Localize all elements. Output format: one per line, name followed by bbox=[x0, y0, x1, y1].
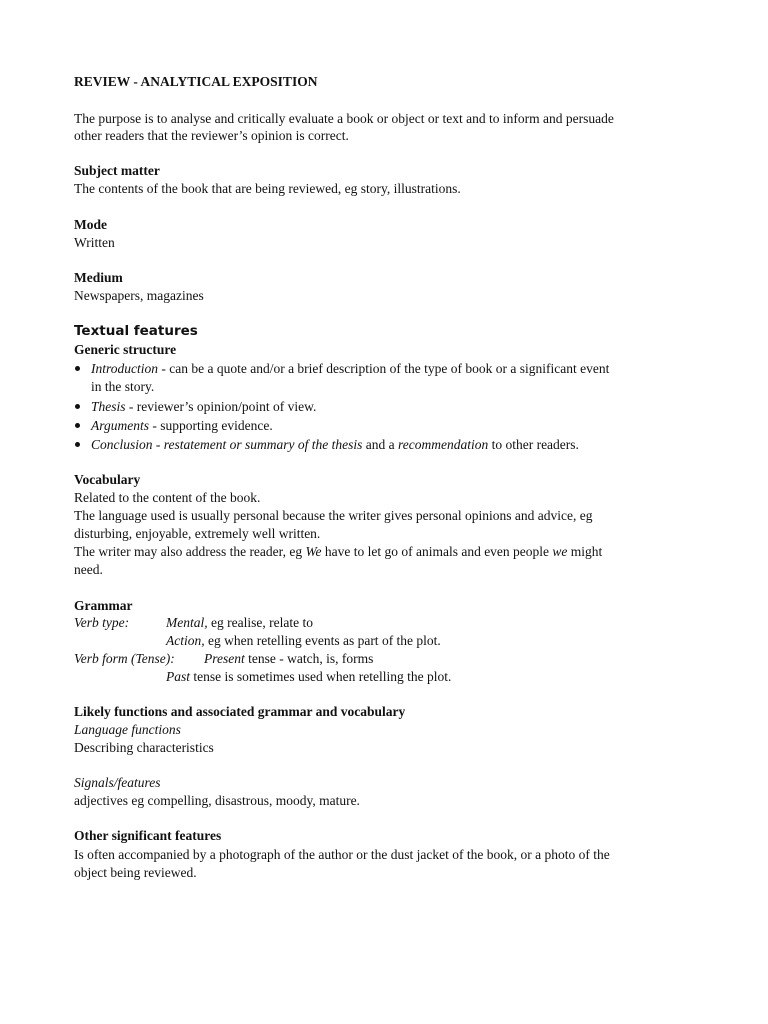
grammar-term: Action, bbox=[166, 633, 205, 648]
bullet-text-2: to other readers. bbox=[488, 437, 579, 452]
other-features-line-1: Is often accompanied by a photograph of the author or the dust jacket of the book, or a photo of the bbox=[74, 847, 610, 862]
verb-form-label: Verb form (Tense): bbox=[74, 651, 175, 666]
bullet-introduction bbox=[91, 360, 609, 378]
bullet-conclusion bbox=[91, 436, 579, 454]
grammar-heading: Grammar bbox=[74, 598, 133, 613]
vocab-italic-we: we bbox=[552, 544, 568, 559]
subject-matter-heading: Subject matter bbox=[74, 163, 160, 178]
grammar-term: Mental, bbox=[166, 615, 208, 630]
bullet-dot bbox=[75, 404, 80, 409]
vocab-text: might bbox=[567, 544, 603, 559]
likely-functions-heading: Likely functions and associated grammar and vocabulary bbox=[74, 704, 406, 719]
bullet-term: Conclusion - restatement or summary of the thesis bbox=[91, 437, 363, 452]
vocabulary-line-4 bbox=[74, 543, 602, 561]
bullet-dot bbox=[75, 366, 80, 371]
vocab-text: The writer may also address the reader, eg bbox=[74, 544, 306, 559]
bullet-term: Arguments bbox=[91, 418, 149, 433]
language-functions-label: Language functions bbox=[74, 722, 181, 737]
signals-features-label: Signals/features bbox=[74, 775, 161, 790]
document-title: REVIEW - ANALYTICAL EXPOSITION bbox=[74, 74, 318, 89]
verb-type-mental bbox=[166, 614, 313, 632]
bullet-term-2: recommendation bbox=[397, 437, 489, 452]
mode-text: Written bbox=[74, 235, 115, 250]
bullet-introduction-cont: in the story. bbox=[91, 379, 155, 394]
vocab-italic-we: We bbox=[305, 544, 322, 559]
bullet-term: Introduction bbox=[91, 361, 158, 376]
verb-type-label: Verb type: bbox=[74, 615, 130, 630]
bullet-text: - supporting evidence. bbox=[149, 418, 273, 433]
bullet-dot bbox=[75, 423, 80, 428]
grammar-text: eg when retelling events as part of the plot. bbox=[204, 633, 441, 648]
mode-heading: Mode bbox=[74, 217, 107, 232]
vocabulary-line-3: disturbing, enjoyable, extremely well written. bbox=[74, 526, 321, 541]
vocabulary-heading: Vocabulary bbox=[74, 472, 141, 487]
grammar-term: Past bbox=[166, 669, 191, 684]
textual-features-heading: Textual features bbox=[74, 323, 198, 339]
verb-form-past bbox=[166, 668, 451, 686]
vocabulary-line-2: The language used is usually personal because the writer gives personal opinions and advice, eg bbox=[74, 508, 593, 523]
adjectives-text: adjectives eg compelling, disastrous, moody, mature. bbox=[74, 793, 360, 808]
bullet-term: Thesis bbox=[91, 399, 126, 414]
bullet-text: and a bbox=[362, 437, 398, 452]
other-features-line-2: object being reviewed. bbox=[74, 865, 197, 880]
describing-characteristics: Describing characteristics bbox=[74, 740, 214, 755]
bullet-text: - can be a quote and/or a brief description of the type of book or a significant event bbox=[158, 361, 610, 376]
bullet-thesis bbox=[91, 398, 316, 416]
grammar-text: tense - watch, is, forms bbox=[244, 651, 374, 666]
bullet-text: - reviewer’s opinion/point of view. bbox=[125, 399, 317, 414]
bullet-dot bbox=[75, 442, 80, 447]
generic-structure-heading: Generic structure bbox=[74, 342, 177, 357]
purpose-line-2: other readers that the reviewer’s opinion is correct. bbox=[74, 128, 349, 143]
grammar-text: tense is sometimes used when retelling the plot. bbox=[190, 669, 452, 684]
medium-text: Newspapers, magazines bbox=[74, 288, 204, 303]
medium-heading: Medium bbox=[74, 270, 123, 285]
other-features-heading: Other significant features bbox=[74, 828, 222, 843]
vocabulary-line-1: Related to the content of the book. bbox=[74, 490, 261, 505]
vocab-text: have to let go of animals and even people bbox=[321, 544, 553, 559]
grammar-text: eg realise, relate to bbox=[207, 615, 313, 630]
grammar-term: Present bbox=[204, 651, 245, 666]
verb-type-action bbox=[166, 632, 441, 650]
verb-form-present bbox=[204, 650, 373, 668]
bullet-arguments bbox=[91, 417, 273, 435]
vocabulary-line-5: need. bbox=[74, 562, 103, 577]
purpose-line-1: The purpose is to analyse and critically evaluate a book or object or text and to inform and persuade bbox=[74, 111, 614, 126]
subject-matter-text: The contents of the book that are being reviewed, eg story, illustrations. bbox=[74, 181, 461, 196]
